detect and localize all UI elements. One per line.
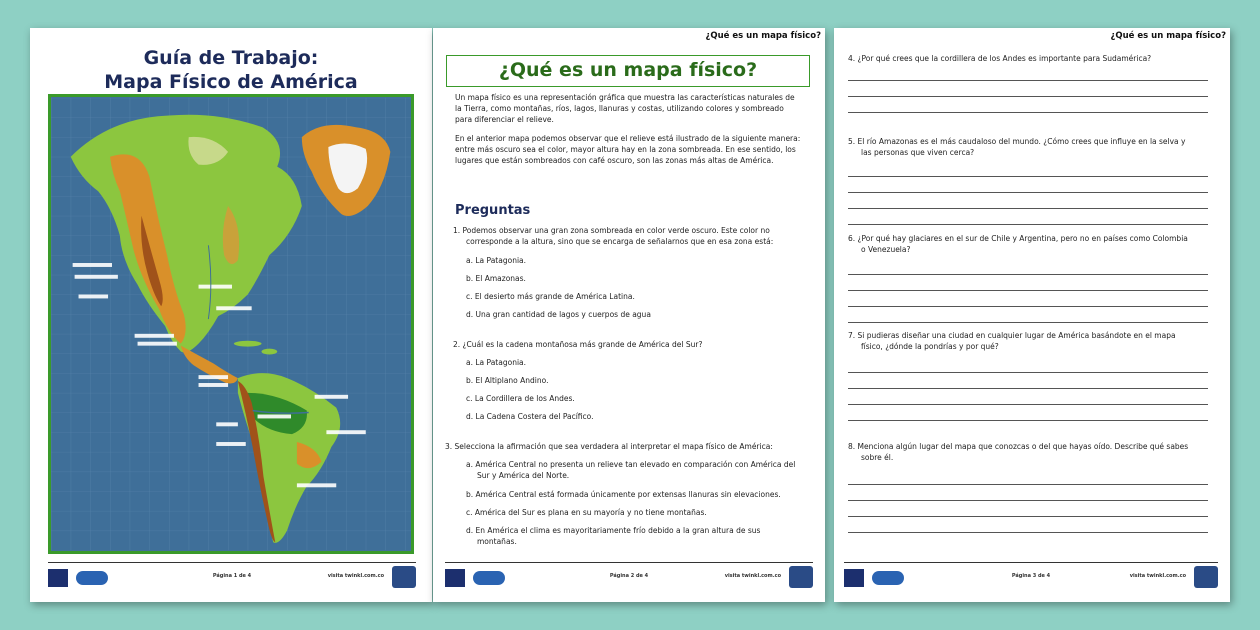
text-line: o Venezuela? — [861, 245, 911, 254]
page-header: ¿Qué es un mapa físico? — [705, 31, 821, 41]
section-title: ¿Qué es un mapa físico? — [446, 55, 810, 87]
answer-line[interactable] — [848, 176, 1208, 177]
text-line: a. América Central no presenta un relieve tan elevado en comparación con América del — [466, 460, 796, 469]
text-line: 8. Menciona algún lugar del mapa que conozcas o del que hayas oído. Describe qué sabes — [848, 442, 1189, 451]
question-4: 4. ¿Por qué crees que la cordillera de los Andes es importante para Sudamérica? — [848, 54, 1152, 63]
quality-badge-icon — [789, 566, 813, 588]
worksheet-page-2 — [433, 28, 825, 602]
text-line: la Tierra, como montañas, ríos, lagos, llanuras y costas, utilizando colores y sombreado — [455, 104, 784, 113]
answer-line[interactable] — [848, 290, 1208, 291]
answer-line[interactable] — [848, 306, 1208, 307]
text-line: corresponde a la altura, sino que se encarga de señalarnos que en esa zona está: — [466, 237, 774, 246]
intro-paragraph-2 — [455, 133, 807, 166]
text-line: entre más oscuro sea el color, mayor altura hay en la zona sombreada. En ese sentido, los — [455, 145, 796, 154]
footer-url: visita twinkl.com.co — [1129, 573, 1186, 579]
title-line-2: Mapa Físico de América — [104, 71, 358, 93]
question-3: 3. Selecciona la afirmación que sea verdadera al interpretar el mapa físico de América: — [445, 442, 773, 451]
text-line: Un mapa físico es una representación gráfica que muestra las características naturales de — [455, 93, 795, 102]
answer-line[interactable] — [848, 80, 1208, 81]
page-number: Página 3 de 4 — [1011, 573, 1051, 579]
q2-option-d[interactable]: d. La Cadena Costera del Pacífico. — [466, 412, 594, 421]
text-line: d. En América el clima es mayoritariamente frío debido a la gran altura de sus — [466, 526, 761, 535]
page-footer — [844, 562, 1218, 590]
page-1-title — [30, 46, 432, 94]
quality-badge-icon — [1194, 566, 1218, 588]
text-line: lugares que están sombreados con café oscuro, son las zonas más altas de América. — [455, 156, 774, 165]
map-of-americas-illustration-icon — [51, 97, 411, 551]
page-header: ¿Qué es un mapa físico? — [1110, 31, 1226, 41]
q1-option-d[interactable]: d. Una gran cantidad de lagos y cuerpos de agua — [466, 310, 651, 319]
footer-url: visita twinkl.com.co — [724, 573, 781, 579]
text-line: montañas. — [477, 537, 517, 546]
title-line-1: Guía de Trabajo: — [143, 47, 319, 69]
worksheet-page-3 — [834, 28, 1230, 602]
text-line: 5. El río Amazonas es el más caudaloso del mundo. ¿Cómo crees que influye en la selva y — [848, 137, 1186, 146]
text-line: En el anterior mapa podemos observar que el relieve está ilustrado de la siguiente manera: — [455, 134, 801, 143]
q1-option-b[interactable]: b. El Amazonas. — [466, 274, 526, 283]
worksheet-page-1 — [30, 28, 432, 602]
answer-line[interactable] — [848, 274, 1208, 275]
answer-line[interactable] — [848, 388, 1208, 389]
answer-line[interactable] — [848, 112, 1208, 113]
answer-line[interactable] — [848, 192, 1208, 193]
q3-option-d[interactable] — [466, 525, 811, 547]
answer-line[interactable] — [848, 500, 1208, 501]
text-line: 1. Podemos observar una gran zona sombreada en color verde oscuro. Este color no — [453, 226, 770, 235]
q2-option-c[interactable]: c. La Cordillera de los Andes. — [466, 394, 575, 403]
quality-badge-icon — [392, 566, 416, 588]
answer-line[interactable] — [848, 322, 1208, 323]
answer-line[interactable] — [848, 404, 1208, 405]
question-7 — [848, 330, 1206, 352]
text-line: 6. ¿Por qué hay glaciares en el sur de Chile y Argentina, pero no en países como Colombia — [848, 234, 1188, 243]
question-8 — [848, 441, 1206, 463]
question-2: 2. ¿Cuál es la cadena montañosa más grande de América del Sur? — [453, 340, 703, 349]
q2-option-b[interactable]: b. El Altiplano Andino. — [466, 376, 549, 385]
footer-url: visita twinkl.com.co — [327, 573, 384, 579]
text-line: las personas que viven cerca? — [861, 148, 975, 157]
text-line: sobre él. — [861, 453, 894, 462]
answer-line[interactable] — [848, 224, 1208, 225]
intro-paragraph-1 — [455, 92, 807, 125]
question-6 — [848, 233, 1206, 255]
physical-map-of-americas — [48, 94, 414, 554]
q3-option-c[interactable]: c. América del Sur es plana en su mayoría y no tiene montañas. — [466, 508, 707, 517]
q3-option-a[interactable] — [466, 459, 811, 481]
text-line: 7. Si pudieras diseñar una ciudad en cualquier lugar de América basándote en el mapa — [848, 331, 1176, 340]
question-1 — [453, 225, 811, 247]
answer-line[interactable] — [848, 532, 1208, 533]
q3-option-b[interactable]: b. América Central está formada únicamente por extensas llanuras sin elevaciones. — [466, 490, 781, 499]
text-line: para diferenciar el relieve. — [455, 115, 554, 124]
q2-option-a[interactable]: a. La Patagonia. — [466, 358, 527, 367]
questions-heading: Preguntas — [455, 203, 531, 218]
page-footer — [445, 562, 813, 590]
answer-line[interactable] — [848, 420, 1208, 421]
text-line: físico, ¿dónde la pondrías y por qué? — [861, 342, 999, 351]
answer-line[interactable] — [848, 516, 1208, 517]
answer-line[interactable] — [848, 372, 1208, 373]
text-line: Sur y América del Norte. — [477, 471, 570, 480]
question-5 — [848, 136, 1206, 158]
q1-option-a[interactable]: a. La Patagonia. — [466, 256, 527, 265]
answer-line[interactable] — [848, 208, 1208, 209]
answer-line[interactable] — [848, 96, 1208, 97]
page-footer — [48, 562, 416, 590]
page-number: Página 2 de 4 — [609, 573, 649, 579]
page-number: Página 1 de 4 — [212, 573, 252, 579]
answer-line[interactable] — [848, 484, 1208, 485]
q1-option-c[interactable]: c. El desierto más grande de América Latina. — [466, 292, 635, 301]
